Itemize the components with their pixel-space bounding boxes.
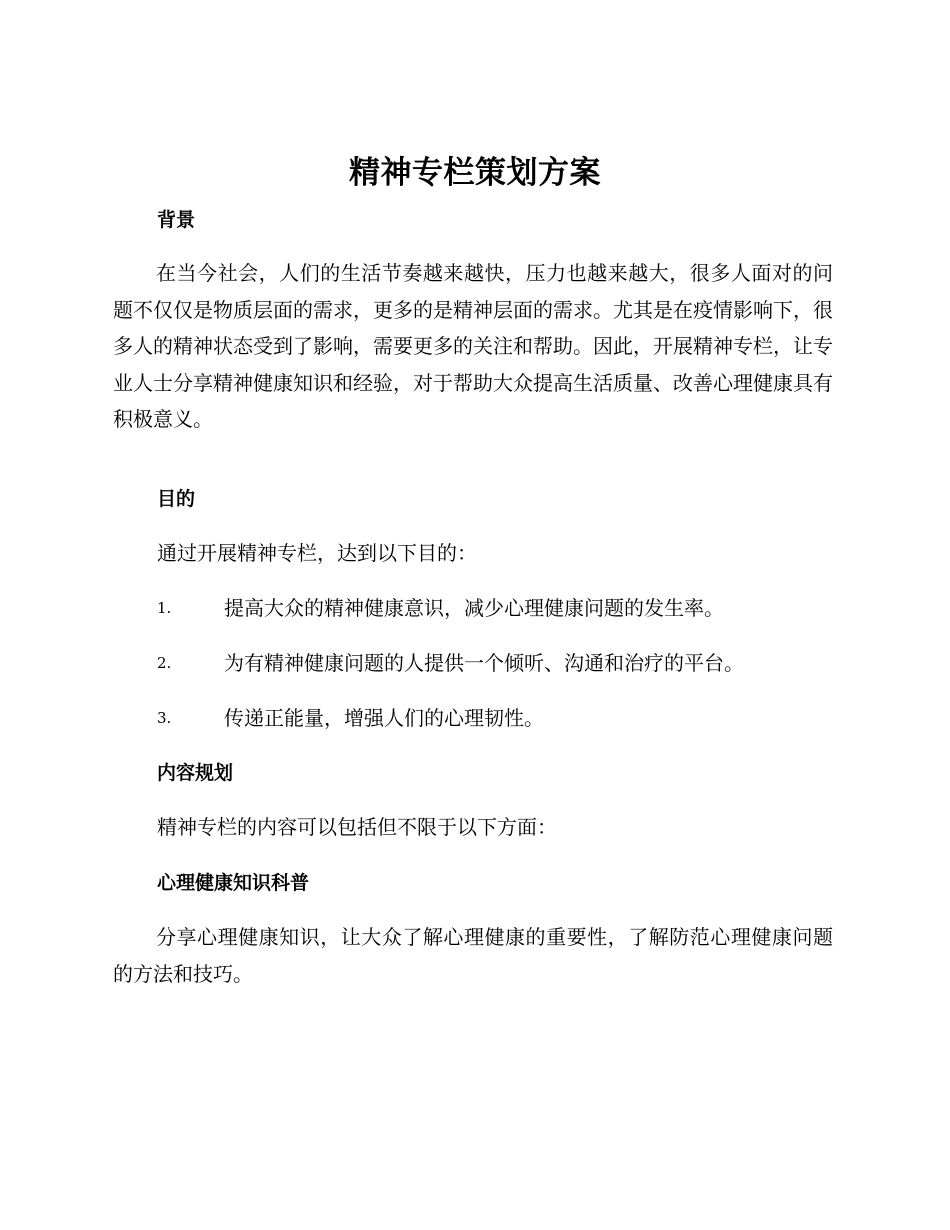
content-plan-intro: 精神专栏的内容可以包括但不限于以下方面： bbox=[157, 815, 557, 839]
list-item-text: 提高大众的精神健康意识，减少心理健康问题的发生率。 bbox=[224, 596, 724, 620]
background-heading: 背景 bbox=[157, 209, 196, 231]
purpose-heading: 目的 bbox=[157, 488, 196, 510]
list-item-number: 2. bbox=[157, 654, 172, 672]
purpose-list-item bbox=[157, 593, 857, 623]
list-item-number: 1. bbox=[157, 599, 172, 617]
content-plan-heading: 内容规划 bbox=[157, 762, 234, 784]
purpose-intro: 通过开展精神专栏，达到以下目的： bbox=[157, 541, 477, 565]
purpose-list-item bbox=[157, 648, 857, 678]
document-title: 精神专栏策划方案 bbox=[349, 155, 601, 191]
background-paragraph: 在当今社会，人们的生活节奏越来越快，压力也越来越大，很多人面对的问题不仅仅是物质层面的需求，更多的是精神层面的需求。尤其是在疫情影响下，很多人的精神状态受到了影响，需要更多的关注和帮助。因此，开展精神专栏，让专业人士分享精神健康知识和经验，对于帮助大众提高生活质量、改善心理健康具有积极意义。 bbox=[113, 261, 833, 431]
list-item-text: 为有精神健康问题的人提供一个倾听、沟通和治疗的平台。 bbox=[224, 651, 744, 675]
subsection-heading: 心理健康知识科普 bbox=[157, 872, 310, 894]
subsection-paragraph: 分享心理健康知识，让大众了解心理健康的重要性，了解防范心理健康问题的方法和技巧。 bbox=[113, 925, 833, 986]
purpose-list-item bbox=[157, 703, 857, 733]
list-item-number: 3. bbox=[157, 709, 172, 727]
list-item-text: 传递正能量，增强人们的心理韧性。 bbox=[224, 706, 544, 730]
